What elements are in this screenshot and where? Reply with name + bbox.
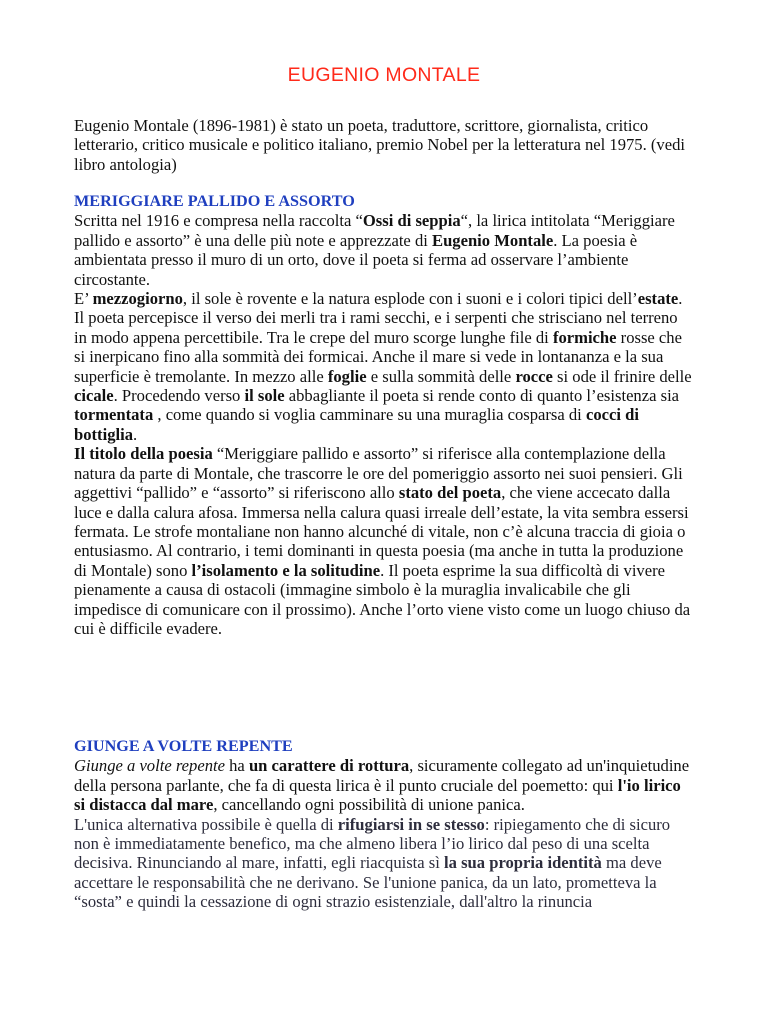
bold-text: rocce (515, 366, 553, 386)
text-run: ha (224, 756, 249, 776)
text-run: E’ (74, 289, 93, 309)
bold-text: Ossi di seppia (362, 211, 461, 231)
section-heading: MERIGGIARE PALLIDO E ASSORTO (74, 192, 355, 210)
text-run: “Meriggiare pallido e assorto” si riferisce alla contemplazione della natura da parte di Montale, che trascorre le ore del pomeriggio assorto nei suoi pensieri. Gli aggettivi “pallido” e “assorto” si riferiscono allo (74, 444, 683, 503)
section-heading: GIUNGE A VOLTE REPENTE (74, 737, 293, 755)
bold-text: un carattere di rottura (248, 756, 410, 776)
text-run: : ripiegamento che di sicuro non è immediatamente benefico, ma che almeno libera l’io lirico dal peso di una scelta decisiva. Rinunciando al mare, infatti, egli riacquista sì (74, 814, 671, 873)
bold-text: tormentata (74, 405, 154, 425)
text-run: . Il poeta esprime la sua difficoltà di vivere pienamente a causa di ostacoli (immagine simbolo è la muraglia invalicabile che gli impedisce di comunicare con il prossimo). Anche l’orto viene visto come un luogo chiuso da cui è difficile evadere. (74, 560, 691, 638)
bold-text: stato del poeta (398, 483, 502, 503)
bold-text: la sua propria identità (444, 853, 602, 873)
text-run: Scritta nel 1916 e compresa nella raccolta “ (74, 211, 363, 231)
text-run: , come quando si voglia camminare su una muraglia cosparsa di (153, 405, 586, 425)
paragraph (74, 308, 694, 444)
section-meriggiare (74, 192, 694, 638)
text-run: si ode il frinire delle (552, 366, 692, 386)
section-giunge (74, 737, 694, 912)
paragraph (74, 444, 694, 638)
bold-text: formiche (552, 327, 617, 347)
text-run: . (133, 424, 138, 444)
text-run: L'unica alternativa possibile è quella di (74, 814, 338, 834)
text-run: abbagliante il poeta si rende conto di quanto l’esistenza sia (284, 386, 680, 406)
text-run: e sulla sommità delle (366, 366, 516, 386)
bold-text: il sole (244, 386, 285, 406)
bold-text: Il titolo della poesia (74, 444, 213, 464)
text-run: “, la lirica intitolata “Meriggiare pallido e assorto” è una delle più note e apprezzate di (74, 211, 675, 250)
bold-text: l’isolamento e la solitudine (191, 560, 381, 580)
text-run: , il sole è rovente e la natura esplode con i suoni e i colori tipici dell’ (182, 289, 638, 309)
paragraph (74, 211, 694, 289)
bold-text: foglie (327, 366, 367, 386)
italic-text: Giunge a volte repente (74, 756, 225, 776)
paragraph (74, 815, 694, 912)
text-run: rosse che si inerpicano fino alla sommità dei formicai. Anche il mare si vede in lontananza e la sua superficie è tremolante. In mezzo alle (74, 327, 682, 386)
bold-text: estate (637, 289, 679, 309)
text-run: ma deve accettare le responsabilità che ne derivano. Se l'unione panica, da un lato, prometteva la “sosta” e quindi la cessazione di ogni strazio esistenziale, dall'altro la rinuncia (74, 853, 662, 912)
bold-text: cicale (74, 386, 114, 406)
text-run: . (678, 289, 683, 309)
bold-text: cocci di bottiglia (74, 405, 639, 444)
text-run: , sicuramente collegato ad un'inquietudine della persona parlante, che fa di questa lirica è il punto cruciale del poemetto: qui (74, 756, 690, 795)
paragraph (74, 289, 694, 308)
text-run: , cancellando ogni possibilità di unione panica. (213, 795, 525, 815)
page-title: EUGENIO MONTALE (287, 64, 481, 86)
bold-text: Eugenio Montale (432, 230, 554, 250)
text-run: . La poesia è ambientata presso il muro di un orto, dove il poeta si ferma ad osservare l’ambiente circostante. (74, 230, 638, 289)
bold-text: l'io lirico si distacca dal mare (74, 775, 681, 815)
text-run: Il poeta percepisce il verso dei merli tra i rami secchi, e i serpenti che strisciano nel terreno in modo appena percettibile. Tra le crepe del muro scorge lunghe file di (74, 308, 678, 347)
paragraph (74, 756, 694, 814)
bold-text: rifugiarsi in se stesso (337, 814, 485, 834)
intro-paragraph: Eugenio Montale (1896-1981) è stato un poeta, traduttore, scrittore, giornalista, critico letterario, critico musicale e politico italiano, premio Nobel per la letteratura nel 1975. (vedi libro antologia) (74, 116, 685, 174)
bold-text: mezzogiorno (92, 289, 183, 309)
text-run: , che viene accecato dalla luce e dalla calura afosa. Immersa nella calura quasi irreale dell’estate, la vita sembra essersi fermata. Le strofe montaliane non hanno alcunché di vitale, non c’è alcuna traccia di gioia o entusiasmo. Al contrario, i temi dominanti in questa poesia (ma anche in tutta la produzione di Montale) sono (74, 483, 689, 580)
text-run: . Procedendo verso (113, 386, 245, 406)
